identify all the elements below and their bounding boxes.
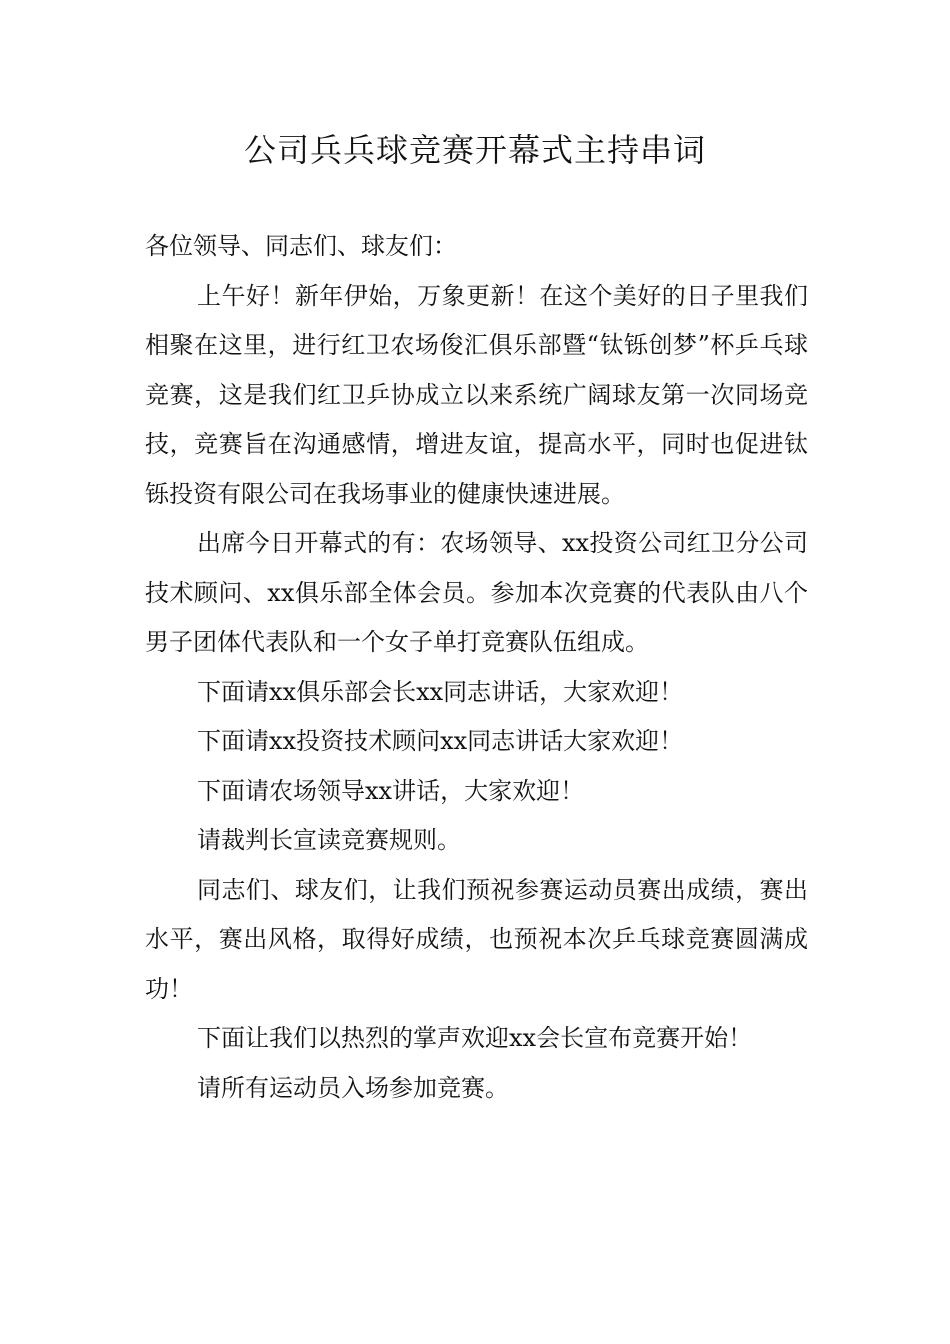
paragraph-wishes: 同志们、球友们，让我们预祝参赛运动员赛出成绩，赛出水平，赛出风格，取得好成绩，也预祝本次乒乓球竞赛圆满成功！: [145, 875, 808, 1003]
paragraph-speech-farm-leader: 下面请农场领导xx讲话，大家欢迎！: [197, 776, 585, 805]
paragraph-speech-club-president: 下面请xx俱乐部会长xx同志讲话，大家欢迎！: [197, 677, 684, 706]
paragraph-attendees: 出席今日开幕式的有：农场领导、xx投资公司红卫分公司技术顾问、xx俱乐部全体会员。参加本次竞赛的代表队由八个男子团体代表队和一个女子单打竞赛队伍组成。: [145, 529, 808, 656]
document-body: [145, 222, 808, 1113]
paragraph-speech-technical-advisor: 下面请xx投资技术顾问xx同志讲话大家欢迎！: [197, 727, 684, 755]
paragraph-athletes-enter: 请所有运动员入场参加竞赛。: [197, 1073, 509, 1102]
paragraph-announce-start: 下面让我们以热烈的掌声欢迎xx会长宣布竞赛开始！: [197, 1024, 753, 1052]
paragraph-opening: 上午好！新年伊始，万象更新！在这个美好的日子里我们相聚在这里，进行红卫农场俊汇俱乐部暨“钛铄创梦”杯乒乓球竞赛，这是我们红卫乒协成立以来系统广阔球友第一次同场竞技，竞赛旨在沟通感情，增进友谊，提高水平，同时也促进钛铄投资有限公司在我场事业的健康快速进展。: [145, 281, 808, 508]
paragraph-rules: 请裁判长宣读竞赛规则。: [197, 826, 461, 854]
salutation: 各位领导、同志们、球友们：: [145, 232, 457, 260]
document-title: 公司兵兵球竞赛开幕式主持串词: [243, 131, 706, 169]
